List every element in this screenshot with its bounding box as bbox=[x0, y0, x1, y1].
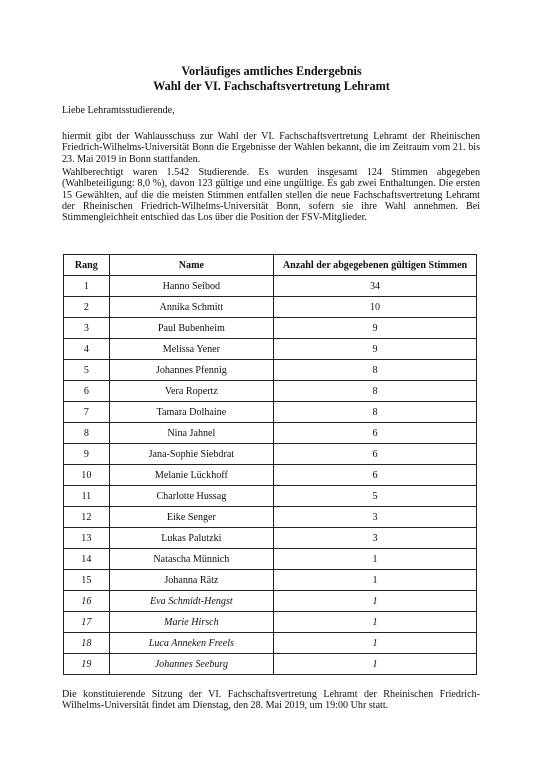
row-rank: 3 bbox=[64, 318, 110, 339]
row-name: Johannes Seeburg bbox=[109, 654, 273, 675]
table-header-row bbox=[64, 255, 477, 276]
row-name: Annika Schmitt bbox=[109, 297, 273, 318]
row-name: Eike Senger bbox=[109, 507, 273, 528]
row-rank: 11 bbox=[64, 486, 110, 507]
header-rank: Rang bbox=[64, 255, 110, 276]
row-rank: 10 bbox=[64, 465, 110, 486]
row-rank: 17 bbox=[64, 612, 110, 633]
table-row bbox=[64, 423, 477, 444]
table-row bbox=[64, 381, 477, 402]
row-votes: 9 bbox=[274, 318, 477, 339]
row-votes: 8 bbox=[274, 360, 477, 381]
row-votes: 6 bbox=[274, 444, 477, 465]
row-votes: 3 bbox=[274, 528, 477, 549]
row-name: Eva Schmidt-Hengst bbox=[109, 591, 273, 612]
row-votes: 1 bbox=[274, 570, 477, 591]
row-votes: 6 bbox=[274, 465, 477, 486]
header-name: Name bbox=[109, 255, 273, 276]
table-row bbox=[64, 339, 477, 360]
row-rank: 2 bbox=[64, 297, 110, 318]
table-row bbox=[64, 654, 477, 675]
table-row bbox=[64, 549, 477, 570]
row-votes: 34 bbox=[274, 276, 477, 297]
row-name: Charlotte Hussag bbox=[109, 486, 273, 507]
table-row bbox=[64, 528, 477, 549]
row-votes: 5 bbox=[274, 486, 477, 507]
table-row bbox=[64, 591, 477, 612]
table-row bbox=[64, 276, 477, 297]
row-rank: 1 bbox=[64, 276, 110, 297]
row-name: Tamara Dolhaine bbox=[109, 402, 273, 423]
results-table bbox=[63, 254, 477, 675]
row-name: Luca Anneken Freels bbox=[109, 633, 273, 654]
row-name: Johanna Rätz bbox=[109, 570, 273, 591]
table-row bbox=[64, 486, 477, 507]
row-votes: 6 bbox=[274, 423, 477, 444]
row-rank: 4 bbox=[64, 339, 110, 360]
row-name: Hanno Seibod bbox=[109, 276, 273, 297]
row-votes: 1 bbox=[274, 591, 477, 612]
header-votes: Anzahl der abgegebenen gültigen Stimmen bbox=[274, 255, 477, 276]
row-name: Lukas Palutzki bbox=[109, 528, 273, 549]
row-rank: 12 bbox=[64, 507, 110, 528]
row-rank: 8 bbox=[64, 423, 110, 444]
row-votes: 1 bbox=[274, 549, 477, 570]
table-row bbox=[64, 570, 477, 591]
row-rank: 19 bbox=[64, 654, 110, 675]
row-name: Natascha Münnich bbox=[109, 549, 273, 570]
statistics-paragraph: Wahlberechtigt waren 1.542 Studierende. Es wurden insgesamt 124 Stimmen abgegeben (Wahlbeteiligung: 8,0 %), davon 123 gültige und eine ungültige. Es gab zwei Enthaltungen. Die ersten 15 Gewählten, auf die die meisten Stimmen entfallen stellen die neue Fachschaftsvertretung Lehramt der Rheinischen Friedrich-Wilhelms-Universität Bonn, sofern sie ihre Wahl annehmen. Bei Stimmengleichheit entschied das Los über die Position der FSV-Mitglieder. bbox=[62, 167, 480, 224]
row-rank: 16 bbox=[64, 591, 110, 612]
row-rank: 15 bbox=[64, 570, 110, 591]
table-row bbox=[64, 402, 477, 423]
row-rank: 5 bbox=[64, 360, 110, 381]
row-votes: 1 bbox=[274, 633, 477, 654]
table-row bbox=[64, 633, 477, 654]
table-row bbox=[64, 360, 477, 381]
row-votes: 8 bbox=[274, 381, 477, 402]
row-votes: 10 bbox=[274, 297, 477, 318]
row-name: Marie Hirsch bbox=[109, 612, 273, 633]
row-name: Jana-Sophie Siebdrat bbox=[109, 444, 273, 465]
row-name: Paul Bubenheim bbox=[109, 318, 273, 339]
row-name: Nina Jahnel bbox=[109, 423, 273, 444]
table-row bbox=[64, 507, 477, 528]
row-name: Vera Ropertz bbox=[109, 381, 273, 402]
row-name: Melissa Yener bbox=[109, 339, 273, 360]
row-rank: 7 bbox=[64, 402, 110, 423]
document-title: Vorläufiges amtliches Endergebnis bbox=[181, 64, 362, 78]
table-row bbox=[64, 318, 477, 339]
row-rank: 18 bbox=[64, 633, 110, 654]
table-row bbox=[64, 612, 477, 633]
row-votes: 9 bbox=[274, 339, 477, 360]
row-rank: 6 bbox=[64, 381, 110, 402]
document-subtitle: Wahl der VI. Fachschaftsvertretung Lehramt bbox=[153, 79, 390, 93]
table-row bbox=[64, 297, 477, 318]
row-rank: 14 bbox=[64, 549, 110, 570]
row-votes: 3 bbox=[274, 507, 477, 528]
row-votes: 8 bbox=[274, 402, 477, 423]
row-rank: 9 bbox=[64, 444, 110, 465]
salutation: Liebe Lehramtsstudierende, bbox=[62, 105, 175, 116]
row-votes: 1 bbox=[274, 654, 477, 675]
closing-paragraph: Die konstituierende Sitzung der VI. Fachschaftsvertretung Lehramt der Rheinischen Friedrich-Wilhelms-Universität findet am Dienstag, den 28. Mai 2019, um 19:00 Uhr statt. bbox=[62, 689, 480, 712]
results-body bbox=[64, 276, 477, 675]
table-row bbox=[64, 444, 477, 465]
row-name: Johannes Pfennig bbox=[109, 360, 273, 381]
row-rank: 13 bbox=[64, 528, 110, 549]
row-name: Melanie Lückhoff bbox=[109, 465, 273, 486]
table-row bbox=[64, 465, 477, 486]
row-votes: 1 bbox=[274, 612, 477, 633]
intro-paragraph: hiermit gibt der Wahlausschuss zur Wahl der VI. Fachschaftsvertretung Lehramt der Rheinischen Friedrich-Wilhelms-Universität Bonn die Ergebnisse der Wahlen bekannt, die im Zeitraum vom 21. bis 23. Mai 2019 in Bonn stattfanden. bbox=[62, 131, 480, 165]
